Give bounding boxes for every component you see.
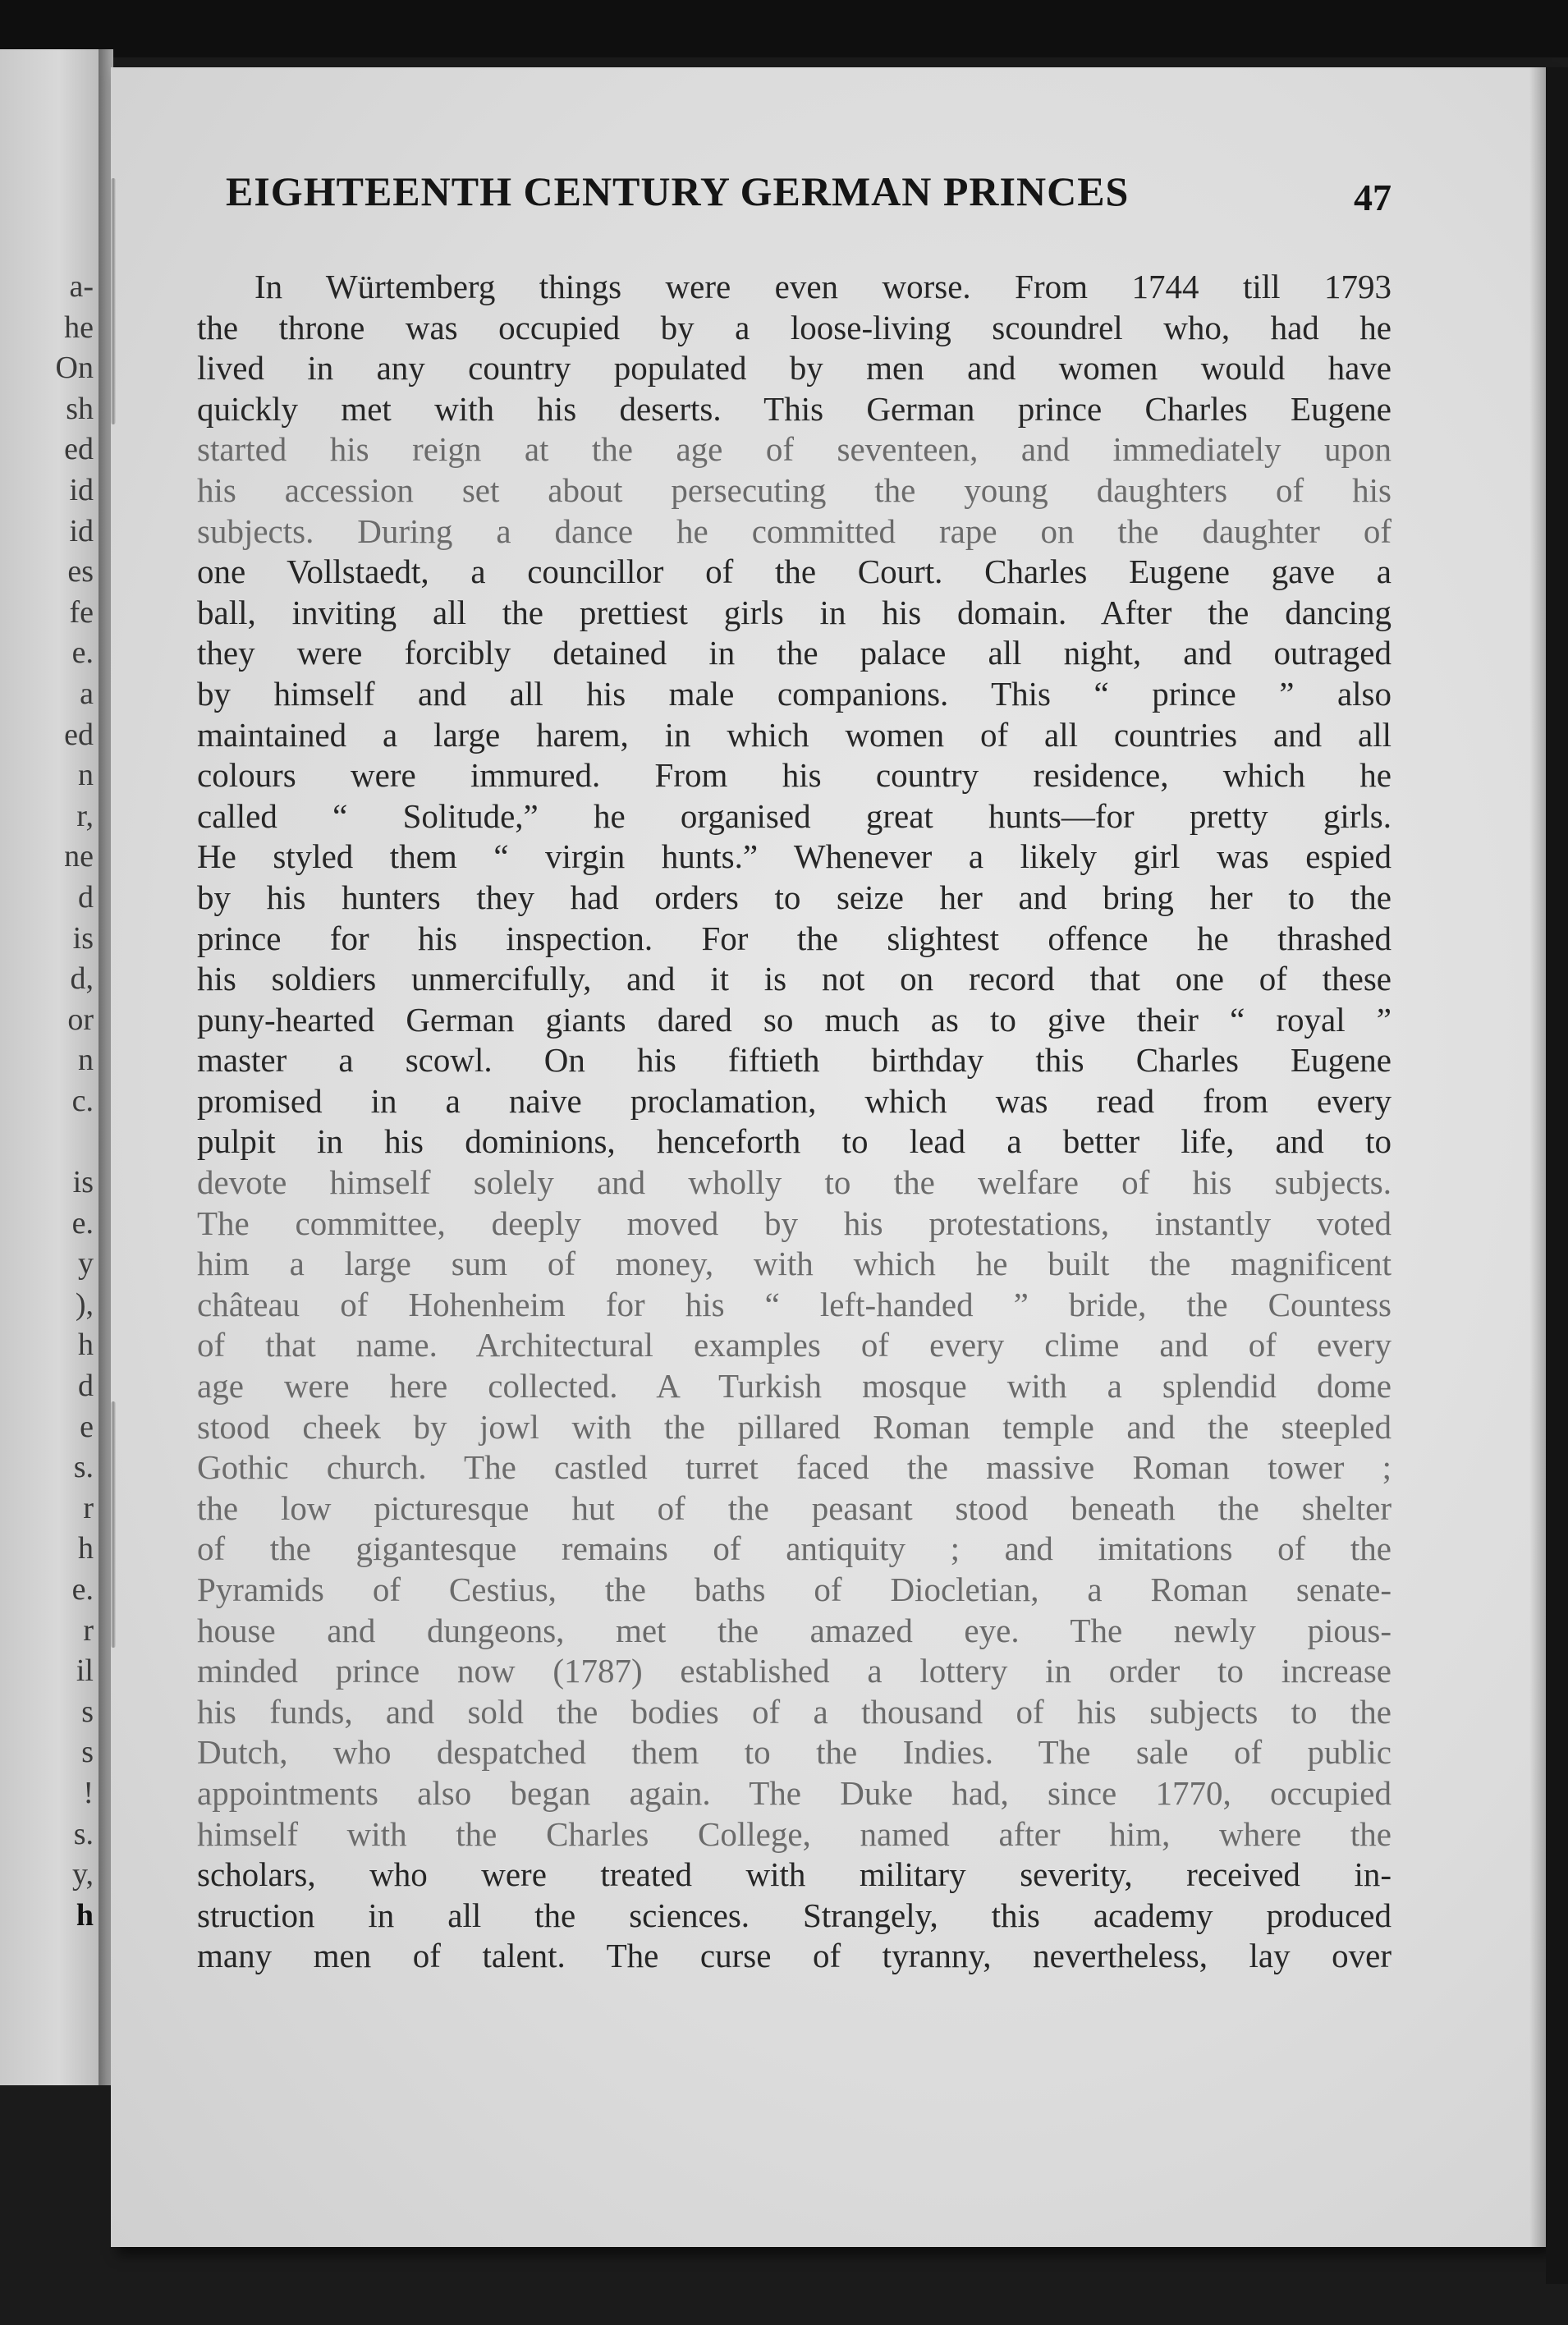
text-line: of that name. Architectural examples of every clime and of every bbox=[197, 1326, 1391, 1364]
text-line: the throne was occupied by a loose-living scoundrel who, had he bbox=[197, 308, 1391, 346]
facing-page-fragment: e. bbox=[71, 1205, 94, 1240]
facing-page-fragment: is bbox=[72, 1165, 94, 1200]
facing-page-fragment: he bbox=[64, 310, 94, 345]
text-line: him a large sum of money, with which he built the magnificent bbox=[197, 1245, 1391, 1283]
text-line: pulpit in his dominions, henceforth to lead a better life, and to bbox=[197, 1122, 1391, 1161]
text-line: maintained a large harem, in which women of all countries and all bbox=[197, 715, 1391, 754]
facing-page-fragment: id bbox=[69, 513, 94, 548]
text-line: Dutch, who despatched them to the Indies. The sale of public bbox=[197, 1733, 1391, 1772]
text-line: called “ Solitude,” he organised great hunts—for pretty girls. bbox=[197, 796, 1391, 835]
facing-page-fragment: y, bbox=[71, 1857, 94, 1892]
facing-page-fragment: il bbox=[76, 1653, 94, 1689]
facing-page-fragment: is bbox=[72, 920, 94, 956]
text-line: by himself and all his male companions. This “ prince ” also bbox=[197, 674, 1391, 713]
page-number: 47 bbox=[1354, 177, 1391, 218]
text-line: many men of talent. The curse of tyranny, nevertheless, lay over bbox=[197, 1937, 1391, 1975]
text-line: puny-hearted German giants dared so much as to give their “ royal ” bbox=[197, 1000, 1391, 1039]
facing-page-fragment: d bbox=[78, 879, 94, 915]
facing-page-fragment: n bbox=[78, 1043, 94, 1078]
text-line: promised in a naive proclamation, which was read from every bbox=[197, 1081, 1391, 1120]
page-header bbox=[226, 164, 1391, 222]
facing-page-fragment: e. bbox=[71, 1572, 94, 1607]
facing-page-fragment: ed bbox=[64, 432, 94, 467]
text-line: ball, inviting all the prettiest girls in his domain. After the dancing bbox=[197, 593, 1391, 631]
text-line: minded prince now (1787) established a lottery in order to increase bbox=[197, 1652, 1391, 1690]
text-line: subjects. During a dance he committed rape on the daughter of bbox=[197, 511, 1391, 550]
text-line: devote himself solely and wholly to the welfare of his subjects. bbox=[197, 1163, 1391, 1202]
text-line: Gothic church. The castled turret faced the massive Roman tower ; bbox=[197, 1448, 1391, 1487]
text-line: prince for his inspection. For the slightest offence he thrashed bbox=[197, 919, 1391, 957]
facing-page-fragment: c. bbox=[71, 1083, 94, 1118]
facing-page-fragment: d, bbox=[70, 961, 94, 997]
text-line: his accession set about persecuting the young daughters of his bbox=[197, 470, 1391, 509]
text-line: colours were immured. From his country residence, which he bbox=[197, 756, 1391, 795]
facing-page-fragment: s bbox=[81, 1735, 94, 1770]
text-line: by his hunters they had orders to seize her and bring her to the bbox=[197, 878, 1391, 916]
facing-page-fragment: r bbox=[83, 1612, 94, 1648]
facing-page-fragment: n bbox=[78, 758, 94, 793]
text-line: appointments also began again. The Duke had, since 1770, occupied bbox=[197, 1773, 1391, 1812]
facing-page-fragment: a- bbox=[69, 269, 94, 304]
facing-page-fragment: h bbox=[78, 1531, 94, 1566]
text-line: He styled them “ virgin hunts.” Whenever a likely girl was espied bbox=[197, 837, 1391, 876]
facing-page-fragment: s. bbox=[73, 1816, 94, 1851]
facing-page-fragment: y bbox=[78, 1246, 94, 1282]
facing-page-fragment: e. bbox=[71, 635, 94, 671]
body-paragraph bbox=[197, 267, 1391, 1977]
text-line: master a scowl. On his fiftieth birthday this Charles Eugene bbox=[197, 1041, 1391, 1080]
text-line: they were forcibly detained in the palace all night, and outraged bbox=[197, 634, 1391, 672]
text-line: started his reign at the age of seventeen, and immediately upon bbox=[197, 430, 1391, 469]
facing-page-fragment: e bbox=[80, 1409, 94, 1444]
text-line: house and dungeons, met the amazed eye. The newly pious- bbox=[197, 1611, 1391, 1649]
text-line: stood cheek by jowl with the pillared Roman temple and the steepled bbox=[197, 1407, 1391, 1446]
page-edge-shadow bbox=[1529, 67, 1546, 2247]
facing-page-fragment: id bbox=[69, 472, 94, 507]
text-line: age were here collected. A Turkish mosque with a splendid dome bbox=[197, 1367, 1391, 1406]
facing-page-fragment: ed bbox=[64, 717, 94, 752]
facing-page-fragment: d bbox=[78, 1369, 94, 1404]
text-line: of the gigantesque remains of antiquity ; and imitations of the bbox=[197, 1529, 1391, 1568]
text-line: château of Hohenheim for his “ left-handed ” bride, the Countess bbox=[197, 1285, 1391, 1323]
text-line: his soldiers unmercifully, and it is not on record that one of these bbox=[197, 960, 1391, 998]
text-line: himself with the Charles College, named after him, where the bbox=[197, 1814, 1391, 1853]
facing-page-fragment: r bbox=[83, 1490, 94, 1525]
facing-page-fragment: s bbox=[81, 1694, 94, 1729]
facing-page-fragment: ), bbox=[75, 1286, 94, 1322]
facing-page-text-fragments bbox=[3, 267, 94, 1936]
facing-page-fragment: a bbox=[80, 676, 94, 711]
facing-page-fragment: h bbox=[78, 1328, 94, 1363]
facing-page-fragment: sh bbox=[66, 391, 94, 426]
facing-page-fragment: s. bbox=[73, 1450, 94, 1485]
text-line: scholars, who were treated with military severity, received in- bbox=[197, 1855, 1391, 1894]
binding-mark-bottom bbox=[111, 1401, 116, 1648]
facing-page-fragment: ! bbox=[83, 1775, 94, 1810]
text-line: quickly met with his deserts. This German prince Charles Eugene bbox=[197, 389, 1391, 428]
facing-page-fragment: h bbox=[76, 1897, 94, 1933]
text-line: In Würtemberg things were even worse. From 1744 till 1793 bbox=[254, 268, 1391, 305]
text-line: the low picturesque hut of the peasant stood beneath the shelter bbox=[197, 1488, 1391, 1527]
text-line: one Vollstaedt, a councillor of the Court. Charles Eugene gave a bbox=[197, 553, 1391, 591]
scan-right-border bbox=[1546, 67, 1568, 2284]
scan-top-border bbox=[0, 0, 1568, 57]
facing-page-fragment: or bbox=[67, 1002, 94, 1037]
facing-page-fragment: es bbox=[67, 554, 94, 589]
facing-page-fragment: ne bbox=[64, 839, 94, 874]
facing-page-fragment: fe bbox=[69, 594, 94, 630]
facing-page-fragment: On bbox=[55, 351, 94, 386]
running-title: EIGHTEENTH CENTURY GERMAN PRINCES bbox=[226, 168, 1130, 214]
facing-page-fragment bbox=[3, 1121, 94, 1162]
text-line: his funds, and sold the bodies of a thousand of his subjects to the bbox=[197, 1692, 1391, 1731]
text-line: Pyramids of Cestius, the baths of Diocletian, a Roman senate- bbox=[197, 1571, 1391, 1608]
facing-page-fragment: r, bbox=[76, 798, 94, 833]
text-line: struction in all the sciences. Strangely, this academy produced bbox=[197, 1896, 1391, 1934]
text-line: The committee, deeply moved by his protestations, instantly voted bbox=[197, 1204, 1391, 1242]
text-line: lived in any country populated by men and women would have bbox=[197, 349, 1391, 388]
binding-mark-top bbox=[111, 178, 116, 424]
facing-page-edge bbox=[0, 49, 99, 2085]
